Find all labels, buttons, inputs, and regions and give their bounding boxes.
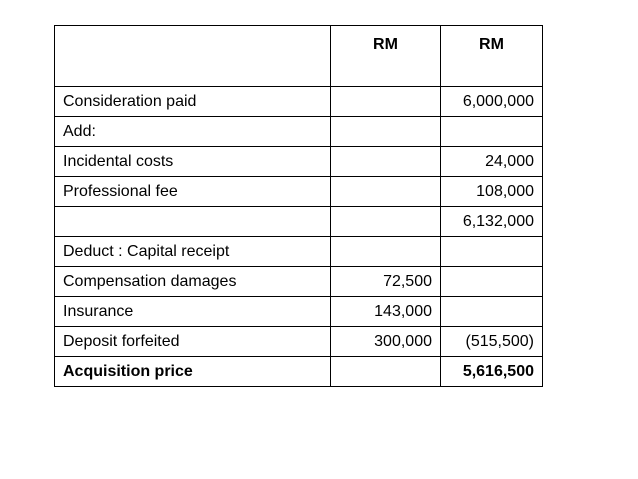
row-value-col1 [331, 117, 441, 147]
table-row [55, 207, 543, 237]
header-label-cell [55, 26, 331, 87]
table-row [55, 237, 543, 267]
row-label [55, 207, 331, 237]
total-value-col2: 5,616,500 [441, 357, 543, 387]
row-value-col1 [331, 237, 441, 267]
table-row [55, 177, 543, 207]
row-value-col1 [331, 87, 441, 117]
row-label: Professional fee [55, 177, 331, 207]
row-value-col1: 72,500 [331, 267, 441, 297]
table-row [55, 267, 543, 297]
total-row [55, 357, 543, 387]
header-rm-column-1: RM [331, 26, 441, 87]
row-label: Compensation damages [55, 267, 331, 297]
row-label: Add: [55, 117, 331, 147]
table-row [55, 297, 543, 327]
row-value-col1 [331, 147, 441, 177]
table-header-row [55, 26, 543, 87]
row-label: Deposit forfeited [55, 327, 331, 357]
row-value-col2: 24,000 [441, 147, 543, 177]
row-value-col1 [331, 177, 441, 207]
row-value-col2: 6,132,000 [441, 207, 543, 237]
row-value-col2: 6,000,000 [441, 87, 543, 117]
total-label: Acquisition price [55, 357, 331, 387]
row-label: Deduct : Capital receipt [55, 237, 331, 267]
row-value-col2 [441, 117, 543, 147]
table-row [55, 327, 543, 357]
row-value-col2: (515,500) [441, 327, 543, 357]
table-row [55, 117, 543, 147]
acquisition-price-table [54, 25, 543, 387]
row-label: Consideration paid [55, 87, 331, 117]
table-row [55, 87, 543, 117]
header-rm-column-2: RM [441, 26, 543, 87]
table-row [55, 147, 543, 177]
row-label: Incidental costs [55, 147, 331, 177]
row-value-col1: 300,000 [331, 327, 441, 357]
row-value-col1: 143,000 [331, 297, 441, 327]
row-label: Insurance [55, 297, 331, 327]
row-value-col2 [441, 267, 543, 297]
row-value-col2 [441, 237, 543, 267]
total-value-col1 [331, 357, 441, 387]
row-value-col2 [441, 297, 543, 327]
row-value-col1 [331, 207, 441, 237]
row-value-col2: 108,000 [441, 177, 543, 207]
